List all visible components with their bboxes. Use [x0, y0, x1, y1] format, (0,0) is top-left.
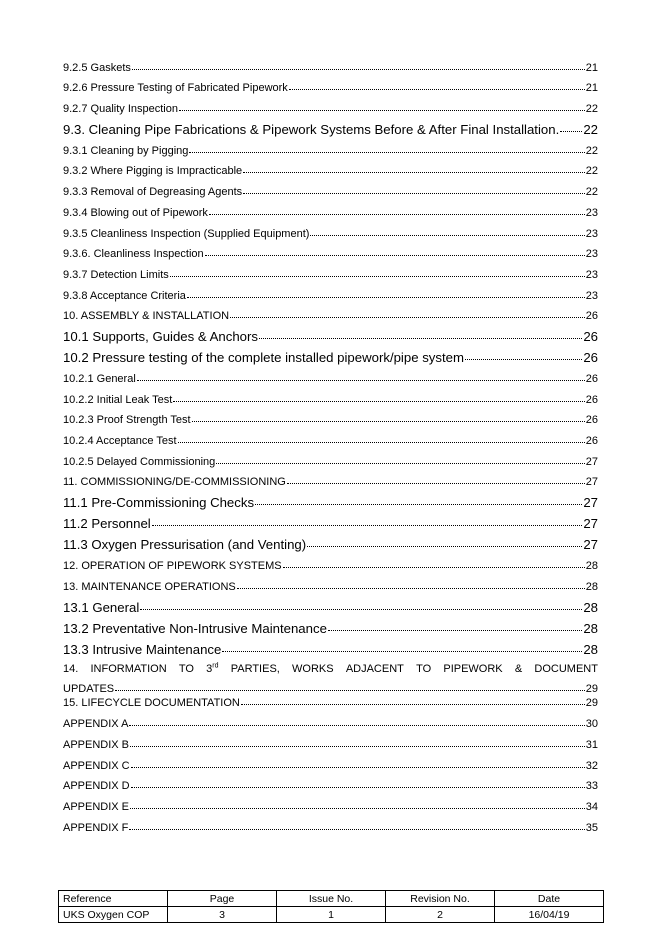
toc-entry[interactable] — [63, 531, 598, 552]
footer-header-issue: Issue No. — [277, 891, 386, 907]
dot-leader — [178, 441, 585, 443]
footer-value-issue: 1 — [277, 907, 386, 923]
dot-leader — [289, 88, 585, 90]
toc-entry-page: 26 — [585, 435, 598, 447]
toc-entry[interactable] — [63, 220, 598, 241]
toc-entry[interactable] — [63, 95, 598, 116]
toc-entry-label: 9.2.6 Pressure Testing of Fabricated Pipework — [63, 82, 288, 95]
toc-entry-label: 13. MAINTENANCE OPERATIONS — [63, 580, 236, 593]
footer-value-reference: UKS Oxygen COP — [59, 907, 168, 923]
toc-entry-label: 11.2 Personnel — [63, 516, 151, 532]
toc-entry-label: 11.1 Pre-Commissioning Checks — [63, 495, 255, 511]
toc-entry-page: 23 — [585, 227, 598, 240]
dot-leader — [241, 703, 585, 705]
word: 3rd — [206, 662, 219, 675]
toc-entry-label: 9.2.5 Gaskets — [63, 61, 131, 74]
toc-entry-page: 23 — [585, 206, 598, 219]
dot-leader — [328, 629, 582, 631]
word: TO — [178, 662, 194, 675]
dot-leader — [209, 213, 585, 215]
dot-leader — [130, 745, 585, 747]
dot-leader — [173, 400, 584, 402]
toc-entry-page: 27 — [585, 476, 598, 489]
toc-entry-label: 9.3.5 Cleanliness Inspection (Supplied Equipment) — [63, 227, 310, 240]
toc-entry-page: 29 — [585, 683, 598, 696]
toc-entry-label: 9.3.4 Blowing out of Pipework — [63, 206, 208, 219]
superscript: rd — [212, 662, 219, 670]
dot-leader — [131, 766, 585, 768]
toc-entry-page: 21 — [585, 61, 598, 74]
toc-entry-label: 13.3 Intrusive Maintenance — [63, 641, 222, 657]
toc-entry-page: 32 — [585, 759, 598, 772]
word: INFORMATION — [90, 662, 167, 675]
toc-entry-label: 9.2.7 Quality Inspection — [63, 103, 178, 116]
toc-entry-page: 23 — [585, 268, 598, 281]
toc-entry[interactable] — [63, 303, 598, 324]
toc-entry[interactable] — [63, 137, 598, 158]
toc-entry-page: 23 — [585, 248, 598, 261]
toc-entry[interactable] — [63, 615, 598, 636]
dot-leader — [187, 296, 585, 298]
word: TO — [416, 662, 432, 675]
toc-entry-label: 9.3.8 Acceptance Criteria — [63, 289, 186, 302]
footer-value-page: 3 — [168, 907, 277, 923]
toc-entry[interactable] — [63, 752, 598, 773]
footer-header-page: Page — [168, 891, 277, 907]
word: WORKS — [292, 662, 334, 675]
toc-entry-label: APPENDIX C — [63, 759, 130, 772]
footer-header-reference: Reference — [59, 891, 168, 907]
toc-entry[interactable] — [63, 158, 598, 179]
toc-entry-page: 21 — [585, 82, 598, 95]
toc-entry[interactable] — [63, 344, 598, 365]
toc-entry[interactable] — [63, 178, 598, 199]
toc-entry-page: 29 — [585, 697, 598, 710]
dot-leader — [560, 130, 582, 132]
toc-entry-label: 12. OPERATION OF PIPEWORK SYSTEMS — [63, 560, 282, 573]
toc-entry-label: 10.2 Pressure testing of the complete installed pipework/pipe system — [63, 350, 464, 366]
toc-entry[interactable] — [63, 773, 598, 794]
toc-entry[interactable] — [63, 814, 598, 835]
toc-entry-page: 22 — [583, 122, 598, 138]
dot-leader — [310, 234, 584, 236]
dot-leader — [259, 337, 582, 339]
word: 14. — [63, 662, 79, 675]
toc-entry-page: 23 — [585, 289, 598, 302]
dot-leader — [205, 254, 585, 256]
toc-entry[interactable] — [63, 489, 598, 510]
toc-entry-page: 30 — [585, 718, 598, 731]
dot-leader — [129, 724, 584, 726]
toc-entry[interactable] — [63, 199, 598, 220]
footer-value-revision: 2 — [386, 907, 495, 923]
toc-entry-label: 9.3.1 Cleaning by Pigging — [63, 144, 189, 157]
dot-leader — [216, 462, 585, 464]
toc-entry-page: 35 — [585, 821, 598, 834]
toc-entry-page: 28 — [583, 599, 598, 615]
toc-entry-label: 10.2.5 Delayed Commissioning — [63, 455, 216, 468]
toc-entry-page: 26 — [585, 310, 598, 323]
toc-entry-page: 27 — [583, 516, 598, 532]
toc-entry-page: 26 — [583, 329, 598, 345]
toc-entry-label: APPENDIX E — [63, 800, 130, 813]
dot-leader — [140, 608, 582, 610]
toc-entry[interactable] — [63, 690, 598, 711]
toc-entry[interactable] — [63, 54, 598, 75]
dot-leader — [170, 275, 585, 277]
toc-entry-page: 22 — [585, 186, 598, 199]
toc-entry[interactable] — [63, 710, 598, 731]
dot-leader — [222, 650, 582, 652]
toc-entry[interactable] — [63, 75, 598, 96]
toc-entry-page: 22 — [585, 103, 598, 116]
toc-entry[interactable] — [63, 448, 598, 469]
dot-leader — [192, 420, 585, 422]
footer-value-date: 16/04/19 — [495, 907, 604, 923]
toc-entry-page: 27 — [583, 537, 598, 553]
toc-entry-label: UPDATES — [63, 683, 115, 696]
word: & — [514, 662, 523, 675]
dot-leader — [152, 524, 583, 526]
toc-entry-14-line1 — [63, 663, 598, 676]
toc-entry-label: 10.2.4 Acceptance Test — [63, 435, 177, 447]
dot-leader — [465, 358, 582, 360]
toc-entry[interactable] — [63, 241, 598, 262]
toc-entry-page: 28 — [583, 620, 598, 636]
toc-entry-page: 26 — [583, 350, 598, 366]
document-footer-table — [58, 890, 604, 923]
dot-leader — [230, 316, 585, 318]
toc-entry-page: 28 — [583, 641, 598, 657]
dot-leader — [131, 786, 585, 788]
toc-entry-label: 9.3.2 Where Pigging is Impracticable — [63, 165, 243, 178]
dot-leader — [255, 503, 582, 505]
footer-header-row — [59, 891, 604, 907]
dot-leader — [115, 689, 585, 691]
toc-entry[interactable] — [63, 386, 598, 407]
toc-entry-label: 9.3.6. Cleanliness Inspection — [63, 248, 204, 261]
dot-leader — [287, 482, 585, 484]
toc-entry-label: 10.1 Supports, Guides & Anchors — [63, 329, 258, 345]
toc-entry-label: APPENDIX D — [63, 780, 130, 793]
toc-entry[interactable] — [63, 365, 598, 386]
toc-entry[interactable] — [63, 636, 598, 657]
word: DOCUMENT — [534, 662, 598, 675]
toc-entry-page: 28 — [585, 560, 598, 573]
toc-entry-page: 27 — [585, 455, 598, 468]
toc-entry-page: 26 — [585, 393, 598, 406]
dot-leader — [130, 807, 585, 809]
toc-entry-label: 9.3.3 Removal of Degreasing Agents — [63, 186, 243, 199]
toc-entry-label: 9.3.7 Detection Limits — [63, 268, 169, 281]
toc-entry[interactable] — [63, 594, 598, 615]
toc-entry-page: 26 — [585, 414, 598, 427]
toc-entry-label: 10.2.2 Initial Leak Test — [63, 393, 173, 406]
toc-entry[interactable] — [63, 282, 598, 303]
dot-leader — [132, 68, 585, 70]
toc-entry-page: 26 — [585, 372, 598, 385]
toc-entry-label: 13.1 General — [63, 599, 140, 615]
footer-header-revision: Revision No. — [386, 891, 495, 907]
table-of-contents — [63, 54, 598, 835]
toc-entry-page: 22 — [585, 144, 598, 157]
dot-leader — [243, 192, 585, 194]
toc-entry-label: 9.3. Cleaning Pipe Fabrications & Pipework Systems Before & After Final Installation. — [63, 122, 560, 138]
toc-entry-label: 11. COMMISSIONING/DE-COMMISSIONING — [63, 476, 286, 489]
toc-entry-page: 27 — [583, 495, 598, 511]
toc-entry-label: 10.2.3 Proof Strength Test — [63, 414, 191, 427]
word: PIPEWORK — [443, 662, 503, 675]
toc-entry-label: 10. ASSEMBLY & INSTALLATION — [63, 310, 230, 323]
dot-leader — [129, 828, 584, 830]
toc-entry-page: 28 — [585, 580, 598, 593]
toc-entry-label: APPENDIX A — [63, 718, 129, 731]
toc-entry[interactable] — [63, 116, 598, 137]
toc-entry[interactable] — [63, 407, 598, 428]
toc-entry-label: APPENDIX B — [63, 738, 130, 751]
footer-value-row — [59, 907, 604, 923]
toc-entry[interactable] — [63, 427, 598, 448]
dot-leader — [237, 587, 585, 589]
toc-entry-14[interactable] — [63, 657, 598, 696]
dot-leader — [137, 379, 585, 381]
word: ADJACENT — [345, 662, 404, 675]
dot-leader — [283, 566, 585, 568]
footer-header-date: Date — [495, 891, 604, 907]
toc-entry[interactable] — [63, 323, 598, 344]
toc-entry-page: 34 — [585, 800, 598, 813]
toc-entry[interactable] — [63, 469, 598, 490]
toc-entry-label: 13.2 Preventative Non-Intrusive Maintenance — [63, 620, 327, 636]
toc-entry[interactable] — [63, 510, 598, 531]
toc-entry-label: 15. LIFECYCLE DOCUMENTATION — [63, 697, 240, 710]
word: PARTIES, — [230, 662, 280, 675]
toc-entry-label: 11.3 Oxygen Pressurisation (and Venting) — [63, 537, 307, 553]
toc-entry[interactable] — [63, 552, 598, 573]
toc-entry[interactable] — [63, 793, 598, 814]
dot-leader — [307, 545, 582, 547]
toc-entry-label: APPENDIX F — [63, 821, 129, 834]
toc-entry-page: 33 — [585, 780, 598, 793]
dot-leader — [179, 109, 585, 111]
toc-entry-label: 10.2.1 General — [63, 372, 136, 385]
toc-entry-page: 31 — [585, 738, 598, 751]
toc-entry[interactable] — [63, 261, 598, 282]
toc-entry-page: 22 — [585, 165, 598, 178]
dot-leader — [189, 151, 584, 153]
toc-entry[interactable] — [63, 573, 598, 594]
dot-leader — [243, 171, 585, 173]
toc-entry[interactable] — [63, 731, 598, 752]
